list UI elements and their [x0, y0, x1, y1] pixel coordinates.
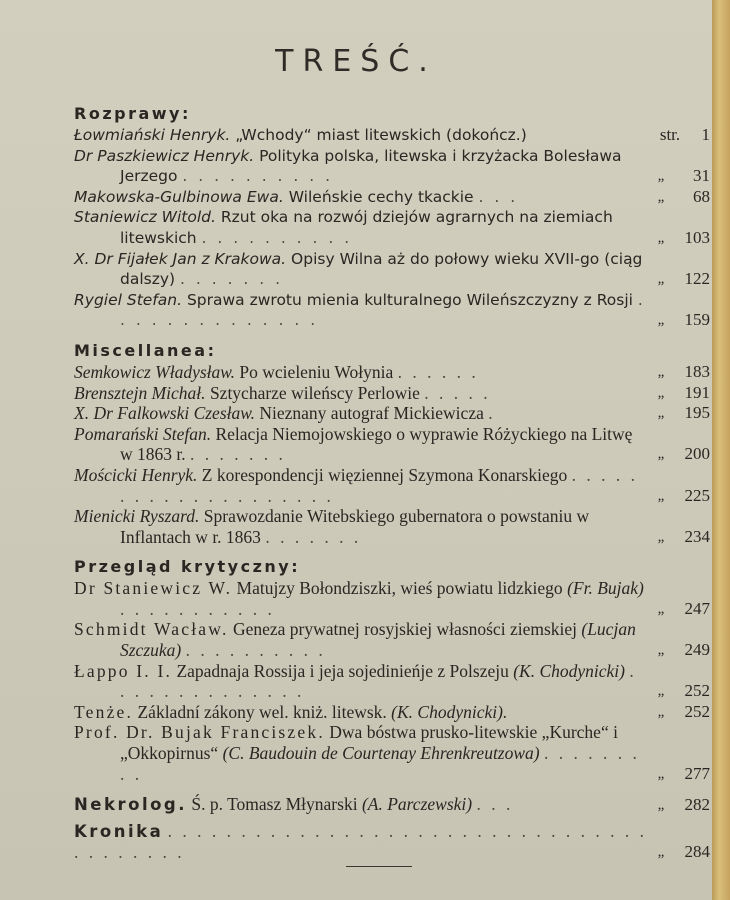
toc-entry — [74, 207, 710, 248]
leader-dots: . . . . . — [424, 382, 491, 403]
entry-author: Dr Staniewicz W. — [74, 578, 233, 599]
entry-author: Schmidt Wacław. — [74, 619, 229, 640]
entry-title: Opisy Wilna aż do połowy wieku XVII-go (ciąg dalszy) — [120, 249, 643, 289]
toc-entry — [74, 578, 710, 619]
entry-title: Relacja Niemojowskiego o wyprawie Różyckiego na Litwę w 1863 r. — [120, 423, 633, 465]
entry-author: Prof. Dr. Bujak Franciszek. — [74, 722, 325, 743]
leader-dots: . . . . . . . . . . . — [120, 598, 275, 619]
entry-page: 159 — [684, 310, 710, 330]
toc-entry — [74, 424, 710, 465]
toc-entry — [74, 465, 710, 506]
page-mark: „ — [657, 446, 665, 463]
entry-author: X. Dr Falkowski Czesław. — [74, 403, 255, 424]
page-mark: „ — [657, 188, 665, 205]
entry-title: Sprawa zwrotu mienia kulturalnego Wileńszczyzny z Rosji — [186, 290, 633, 309]
entry-title: Sztycharze wileńscy Perlowie — [209, 382, 420, 403]
entry-title: Sprawozdanie Witebskiego gubernatora o powstaniu w Inflantach w r. 1863 — [120, 506, 590, 547]
page-mark: „ — [657, 405, 665, 422]
entry-page: 103 — [684, 227, 710, 247]
entry-reviewer: (A. Parczewski) — [361, 794, 473, 815]
entry-title: Geneza prywatnej rosyjskiej własności ziemskiej — [232, 619, 577, 640]
entry-title: Po wcieleniu Wołynia — [239, 361, 394, 382]
page-mark: „ — [657, 844, 665, 861]
entry-page: 252 — [684, 681, 710, 701]
toc-entry — [74, 146, 710, 187]
table-of-contents — [74, 98, 710, 863]
entry-page: 122 — [684, 269, 710, 289]
toc-entry-kronika — [74, 821, 710, 863]
page-mark: „ — [657, 487, 665, 504]
toc-entry — [74, 702, 710, 723]
leader-dots: . . . . . . . . . . — [182, 167, 334, 186]
entry-page: 1 — [701, 125, 710, 144]
str-label: str. — [659, 125, 681, 144]
entry-title: Wileńskie cechy tkackie — [288, 187, 474, 206]
page-mark: „ — [657, 683, 665, 700]
entry-title: „Wchody“ miast litewskich (dokończ.) — [235, 126, 527, 144]
entry-author: Tenże. — [74, 701, 134, 722]
toc-entry-nekrolog — [74, 794, 710, 815]
entry-page: 195 — [684, 403, 710, 423]
leader-dots: . — [488, 403, 496, 424]
toc-entry — [74, 403, 710, 424]
page-mark: „ — [657, 229, 665, 246]
section-heading-miscellanea: Miscellanea: — [74, 340, 217, 360]
entry-author: Pomarański Stefan. — [74, 423, 212, 444]
entry-reviewer: (C. Baudouin de Courtenay Ehrenkreutzowa) — [222, 743, 540, 764]
toc-entry — [74, 187, 710, 208]
entry-page: 284 — [684, 842, 710, 862]
entry-title: Nieznany autograf Mickiewicza — [259, 403, 484, 424]
entry-author: Staniewicz Witold. — [74, 208, 216, 227]
page-mark: „ — [657, 384, 665, 401]
page-mark: „ — [657, 168, 665, 185]
page-mark: „ — [657, 312, 665, 329]
entry-author: Mienicki Ryszard. — [74, 506, 200, 527]
leader-dots: . . . . . . . . . . — [185, 640, 326, 661]
entry-author: Mościcki Henryk. — [74, 464, 198, 485]
entry-author: Brensztejn Michał. — [74, 382, 206, 403]
page-mark: „ — [657, 765, 665, 782]
entry-page: 252 — [684, 701, 710, 721]
entry-page: 31 — [693, 166, 710, 186]
entry-page: 200 — [684, 444, 710, 464]
toc-entry — [74, 362, 710, 383]
leader-dots: . . . . . . . — [180, 270, 284, 289]
entry-page: 183 — [684, 361, 710, 381]
entry-author: Łowmiański Henryk. — [74, 126, 231, 144]
entry-author: Semkowicz Władysław. — [74, 361, 236, 382]
leader-dots: . . . . . . . . . . — [201, 228, 353, 247]
page-mark: „ — [657, 528, 665, 545]
entry-reviewer: (K. Chodynicki) — [513, 660, 625, 681]
page-mark: „ — [657, 271, 665, 288]
entry-reviewer: (Fr. Bujak) — [567, 578, 644, 599]
leader-dots: . . . . . . — [397, 361, 479, 382]
entry-title: Matujzy Bołondziszki, wieś powiatu lidzkiego — [236, 578, 563, 599]
page-edge — [712, 0, 730, 900]
page-title: TREŚĆ. — [275, 44, 437, 79]
toc-entry — [74, 290, 710, 331]
toc-entry — [74, 722, 710, 784]
entry-author: Dr Paszkiewicz Henryk. — [74, 146, 255, 165]
entry-page: 68 — [693, 186, 710, 206]
leader-dots: . . . — [476, 794, 514, 815]
section-heading-kronika: Kronika — [74, 822, 164, 842]
entry-title: Dwa bóstwa prusko-litewskie „Kurche“ i „Okkopirnus“ — [120, 722, 618, 764]
section-heading-rozprawy: Rozprawy: — [74, 104, 191, 123]
section-heading-przeglad: Przegląd krytyczny: — [74, 557, 301, 577]
toc-entry — [74, 619, 710, 660]
toc-entry — [74, 249, 710, 290]
bottom-rule — [346, 866, 412, 867]
entry-page: 234 — [684, 526, 710, 546]
entry-title: Ś. p. Tomasz Młynarski — [191, 794, 358, 815]
toc-entry — [74, 506, 710, 547]
entry-title: Rzut oka na rozwój dziejów agrarnych na ziemiach litewskich — [120, 208, 613, 247]
page-mark: „ — [657, 642, 665, 659]
entry-title: Zapadnaja Rossija i jeja sojedinieńje z Polszeju — [176, 660, 509, 681]
leader-dots: . . . . . . . . . . . . . . — [120, 660, 637, 702]
entry-reviewer: (Lucjan Szczuka) — [120, 619, 636, 661]
leader-dots: . . . . . . . . . . . . . . . . . . . . — [120, 464, 638, 506]
entry-page: 191 — [684, 382, 710, 402]
entry-author: X. Dr Fijałek Jan z Krakowa. — [74, 249, 287, 268]
entry-page: 282 — [684, 794, 710, 814]
entry-author: Makowska-Gulbinowa Ewa. — [74, 187, 284, 206]
leader-dots: . . . — [478, 187, 519, 206]
page-mark: „ — [657, 363, 665, 380]
entry-title: Základní zákony wel. kniż. litewsk. — [137, 701, 387, 722]
toc-entry — [74, 383, 710, 404]
toc-entry — [74, 125, 710, 146]
page-mark: „ — [657, 703, 665, 720]
leader-dots: . . . . . . . . . . . . . . — [120, 290, 646, 330]
entry-page: 277 — [684, 763, 710, 783]
entry-author: Łappo I. I. — [74, 660, 173, 681]
page-mark: „ — [657, 600, 665, 617]
entry-title: Z korespondencji więziennej Szymona Konarskiego — [201, 464, 568, 485]
entry-page: 247 — [684, 598, 710, 618]
entry-title: Polityka polska, litewska i krzyżacka Bolesława Jerzego — [120, 146, 622, 186]
section-heading-nekrolog: Nekrolog. — [74, 795, 188, 815]
entry-author: Rygiel Stefan. — [74, 290, 183, 309]
leader-dots: . . . . . . . — [265, 526, 362, 547]
entry-reviewer: (K. Chodynicki). — [391, 701, 508, 722]
page-mark: „ — [657, 796, 665, 813]
leader-dots: . . . . . . . . . — [120, 743, 640, 784]
toc-entry — [74, 661, 710, 702]
leader-dots: . . . . . . . . . . . . . . . . . . . . . . . . . . . . . . . . . . . . . . . . . — [74, 821, 648, 863]
leader-dots: . . . . . . . — [190, 444, 286, 465]
entry-page: 225 — [684, 485, 710, 505]
entry-page: 249 — [684, 640, 710, 660]
